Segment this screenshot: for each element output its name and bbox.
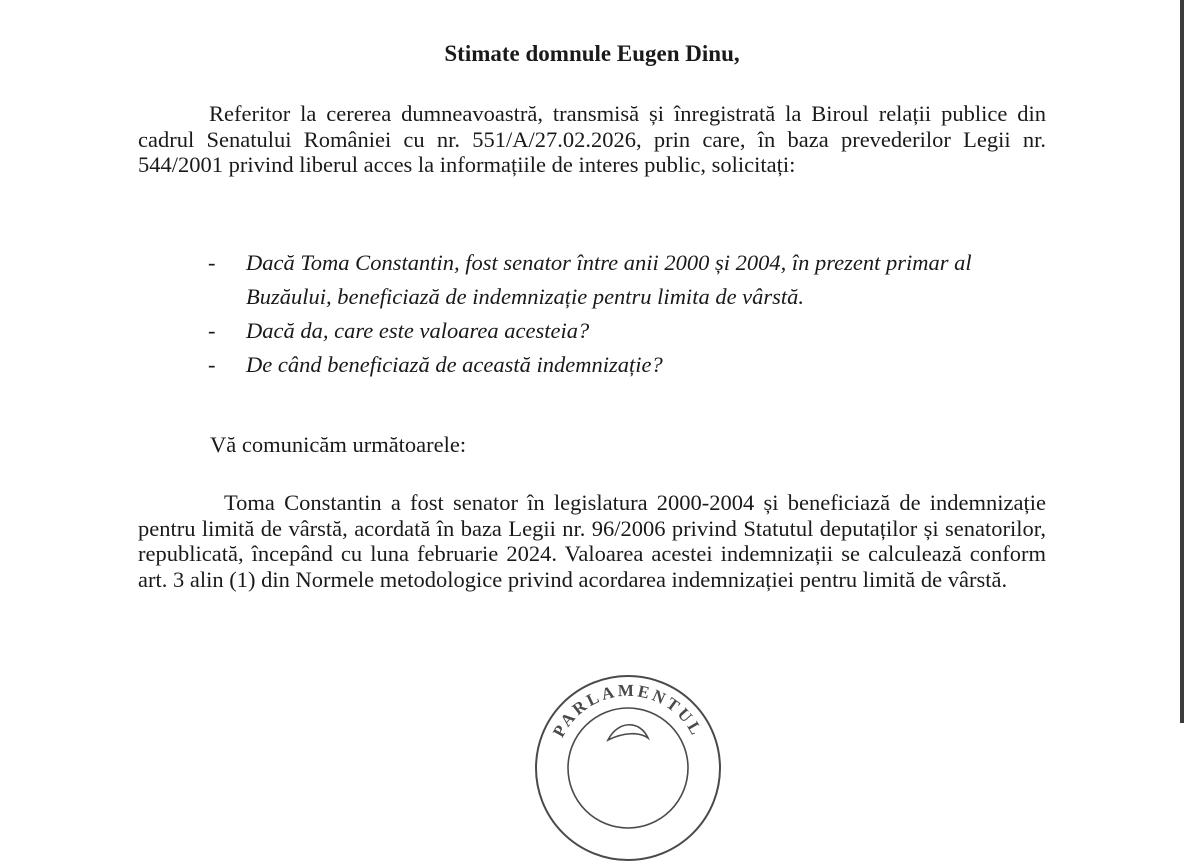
official-seal-stamp [528,668,728,868]
request-questions-list [208,246,1028,382]
list-item [208,348,1028,382]
list-item [208,314,1028,348]
list-item [208,246,1028,314]
letter-greeting: Stimate domnule Eugen Dinu, [444,41,740,66]
request-paragraph: Referitor la cererea dumneavoastră, transmisă și înregistrată la Biroul relații publice din cadrul Senatului României cu nr. 551/A/27.02.2026, prin care, în baza prevederilor Legii nr. 544/2001 privind liberul acces la informațiile de interes public, solicitați: [138,101,1046,177]
seal-emblem [608,725,648,740]
seal-text-path: PARLAMENTUL [549,680,707,741]
list-bullet: - [208,318,216,343]
question-text: De când beneficiază de această indemnizație? [246,352,663,377]
seal-text [549,681,707,740]
answer-intro: Vă comunicăm următoarele: [210,432,467,457]
seal-inner-ring [568,708,688,828]
page-edge [1180,0,1184,723]
answer-paragraph: Toma Constantin a fost senator în legislatura 2000-2004 și beneficiază de indemnizație pentru limită de vârstă, acordată în baza Legii nr. 96/2006 privind Statutul deputaților și senatorilor, republicată, începând cu luna februarie 2024. Valoarea acestei indemnizații se calculează conform art. 3 alin (1) din Normele metodologice privind acordarea indemnizației pentru limită de vârstă. [138,490,1046,592]
list-bullet: - [208,250,216,275]
question-text: Dacă Toma Constantin, fost senator între anii 2000 și 2004, în prezent primar al Buzăului, beneficiază de indemnizație pentru limita de vârstă. [246,250,972,309]
list-bullet: - [208,352,216,377]
seal-outer-ring [536,676,720,860]
question-text: Dacă da, care este valoarea acesteia? [246,318,590,343]
